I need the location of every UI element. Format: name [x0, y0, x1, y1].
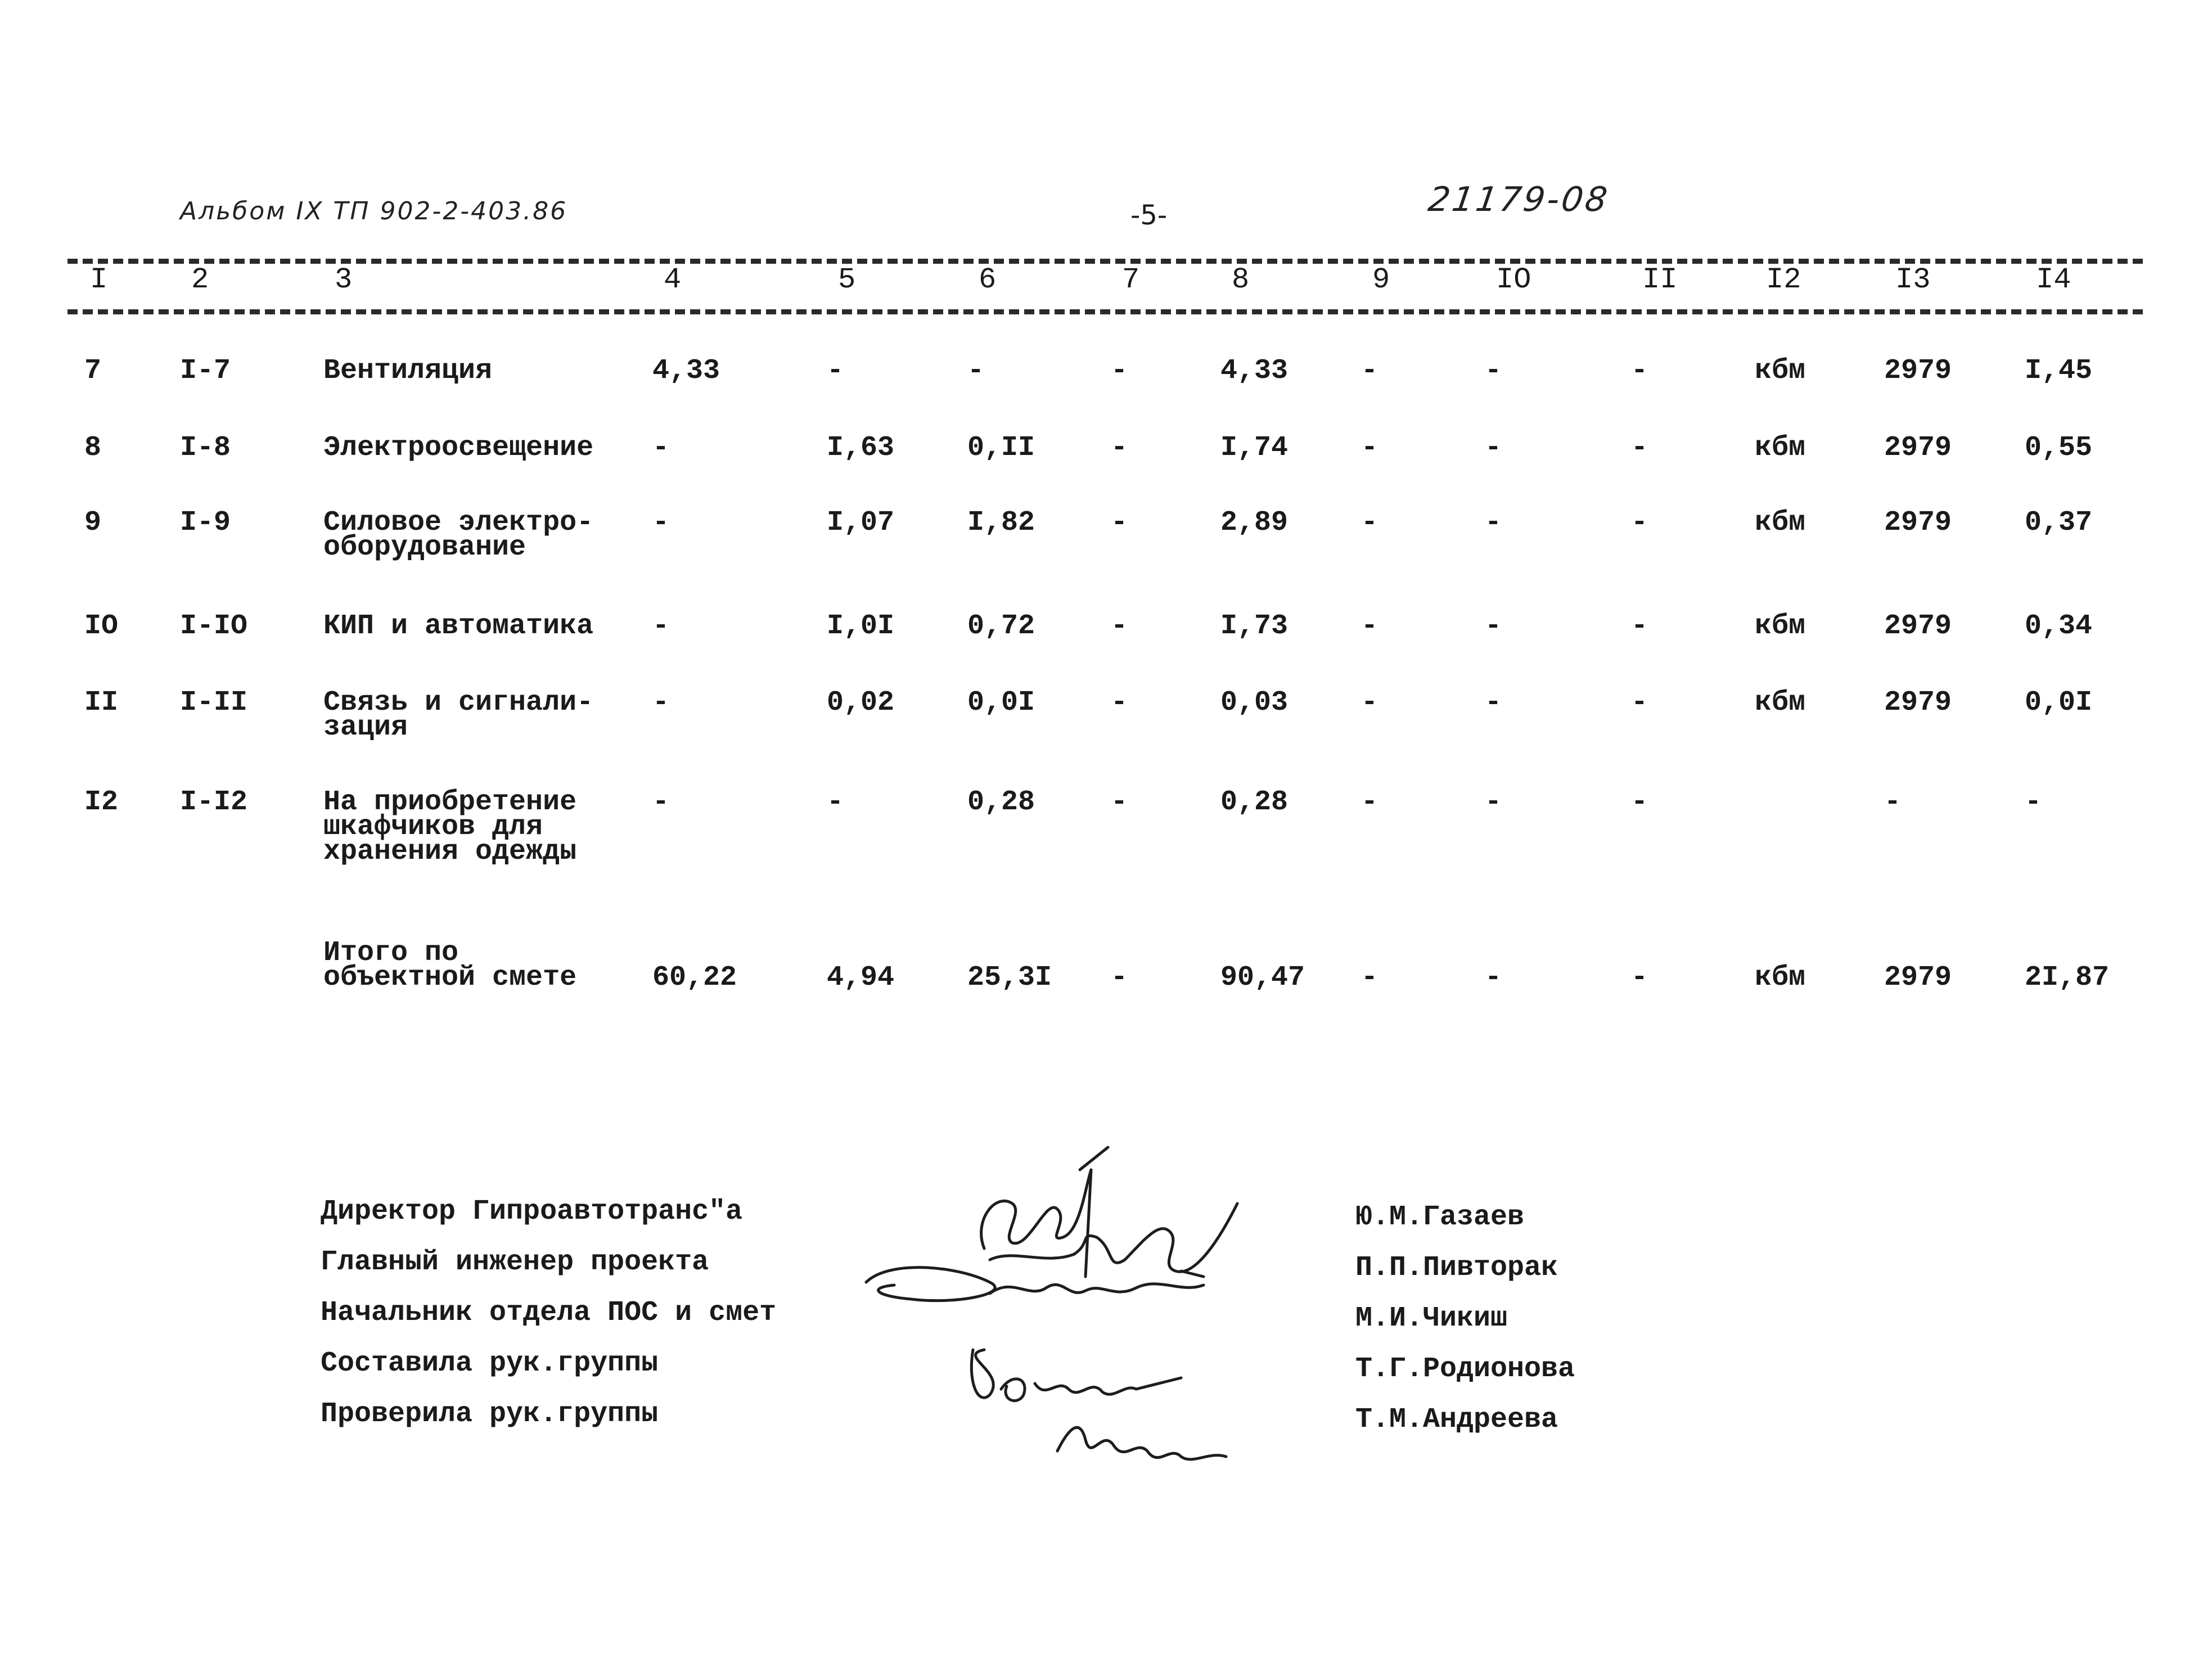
- table-cell: 2979: [1884, 432, 1952, 464]
- name-department-head: М.И.Чикиш: [1355, 1303, 1508, 1335]
- table-cell: Электроосвещение: [323, 432, 594, 464]
- table-cell: 0,03: [1220, 687, 1289, 719]
- signatory-names: [1355, 1192, 1575, 1445]
- table-cell: -: [1631, 355, 1648, 387]
- signature-chief-engineer: [990, 1204, 1237, 1277]
- table-cell: 60,22: [652, 962, 737, 994]
- table-cell: кбм: [1755, 962, 1806, 994]
- table-cell: -: [1111, 687, 1128, 719]
- table-cell: 0,28: [1220, 786, 1289, 818]
- table-cell: На приобретение шкафчиков для хранения одежды: [323, 786, 577, 868]
- table-cell: 25,3I: [967, 962, 1052, 994]
- name-compiled-by: Т.Г.Родионова: [1355, 1353, 1575, 1385]
- table-cell: 2,89: [1220, 507, 1289, 539]
- table-cell: I,73: [1220, 610, 1289, 642]
- position-compiled-by: Составила рук.группы: [321, 1347, 659, 1380]
- table-cell: I,45: [2025, 355, 2093, 387]
- table-cell: -: [1361, 507, 1378, 539]
- table-cell: 0,0I: [967, 687, 1035, 719]
- table-cell: Вентиляция: [323, 355, 493, 387]
- table-cell: -: [1111, 432, 1128, 464]
- table-cell: -: [652, 687, 670, 719]
- album-reference: Альбом IX ТП 902-2-403.86: [180, 197, 568, 226]
- table-cell: -: [1631, 786, 1648, 818]
- column-header: 5: [838, 263, 856, 296]
- table-cell: -: [1361, 687, 1378, 719]
- table-cell: -: [827, 355, 844, 387]
- table-cell: I-9: [180, 507, 231, 539]
- table-cell: -: [1631, 507, 1648, 539]
- column-header: 9: [1372, 263, 1390, 296]
- table-cell: 2979: [1884, 687, 1952, 719]
- signature-checked-by: [1057, 1427, 1226, 1459]
- column-header: 6: [979, 263, 997, 296]
- table-cell: I-IO: [180, 610, 248, 642]
- table-cell: -: [1631, 962, 1648, 994]
- table-cell: I2: [84, 786, 119, 818]
- table-cell: 0,37: [2025, 507, 2093, 539]
- table-top-rule: [67, 259, 2143, 264]
- table-cell: -: [1361, 962, 1378, 994]
- table-cell: -: [1485, 355, 1502, 387]
- table-cell: 4,94: [827, 962, 895, 994]
- column-header: I2: [1766, 263, 1801, 296]
- table-cell: 90,47: [1220, 962, 1305, 994]
- table-cell: Силовое электро- оборудование: [323, 507, 594, 564]
- column-header: 7: [1122, 263, 1140, 296]
- table-cell: -: [1111, 786, 1128, 818]
- table-cell: кбм: [1755, 432, 1806, 464]
- table-cell: 0,II: [967, 432, 1035, 464]
- table-cell: Итого по объектной смете: [323, 937, 577, 994]
- position-department-head: Начальник отдела ПОС и смет: [321, 1297, 777, 1329]
- table-cell: 2I,87: [2025, 962, 2110, 994]
- table-cell: 9: [84, 507, 102, 539]
- table-cell: -: [1111, 507, 1128, 539]
- table-cell: 0,34: [2025, 610, 2093, 642]
- table-cell: -: [1631, 687, 1648, 719]
- table-cell: -: [2025, 786, 2042, 818]
- table-cell: -: [652, 610, 670, 642]
- table-cell: 0,28: [967, 786, 1035, 818]
- column-header: 8: [1232, 263, 1250, 296]
- table-cell: кбм: [1755, 507, 1806, 539]
- table-cell: I,74: [1220, 432, 1289, 464]
- name-director: Ю.М.Газаев: [1355, 1201, 1525, 1233]
- column-header: I3: [1895, 263, 1931, 296]
- table-cell: кбм: [1755, 355, 1806, 387]
- position-chief-engineer: Главный инженер проекта: [321, 1246, 709, 1278]
- table-cell: 0,55: [2025, 432, 2093, 464]
- table-cell: 2979: [1884, 962, 1952, 994]
- table-cell: I,07: [827, 507, 895, 539]
- table-cell: I-8: [180, 432, 231, 464]
- table-cell: -: [1111, 610, 1128, 642]
- column-header: I: [90, 263, 108, 296]
- table-cell: -: [1485, 507, 1502, 539]
- table-header-rule: [67, 309, 2143, 314]
- handwritten-signatures: [844, 1136, 1271, 1485]
- table-cell: -: [1485, 610, 1502, 642]
- table-cell: -: [1485, 432, 1502, 464]
- table-cell: кбм: [1755, 610, 1806, 642]
- signature-compiled-by: [971, 1350, 1181, 1401]
- table-cell: -: [652, 432, 670, 464]
- table-cell: IO: [84, 610, 119, 642]
- table-cell: 2979: [1884, 507, 1952, 539]
- table-cell: -: [1361, 610, 1378, 642]
- table-cell: -: [1361, 432, 1378, 464]
- column-header: 4: [664, 263, 682, 296]
- column-header: 3: [335, 263, 353, 296]
- column-header: IO: [1496, 263, 1531, 296]
- table-cell: -: [1631, 432, 1648, 464]
- document-code: 21179-08: [1426, 180, 1612, 219]
- name-checked-by: Т.М.Андреева: [1355, 1404, 1558, 1436]
- table-cell: -: [1884, 786, 1902, 818]
- table-cell: кбм: [1755, 687, 1806, 719]
- signature-department-head: [866, 1268, 1204, 1301]
- table-cell: 4,33: [652, 355, 720, 387]
- table-cell: I-7: [180, 355, 231, 387]
- name-chief-engineer: П.П.Пивторак: [1355, 1252, 1558, 1284]
- table-cell: 0,0I: [2025, 687, 2093, 719]
- table-cell: -: [1485, 962, 1502, 994]
- table-cell: -: [1361, 355, 1378, 387]
- table-cell: -: [1631, 610, 1648, 642]
- table-cell: -: [1111, 355, 1128, 387]
- table-cell: 4,33: [1220, 355, 1289, 387]
- table-cell: КИП и автоматика: [323, 610, 594, 642]
- page-number: -5-: [1130, 200, 1168, 231]
- column-header: 2: [191, 263, 209, 296]
- table-cell: 2979: [1884, 610, 1952, 642]
- table-cell: I,63: [827, 432, 895, 464]
- column-header: I4: [2036, 263, 2071, 296]
- table-cell: I,82: [967, 507, 1035, 539]
- table-cell: II: [84, 687, 119, 719]
- signatory-positions: [321, 1187, 776, 1440]
- table-cell: 0,02: [827, 687, 895, 719]
- position-checked-by: Проверила рук.группы: [321, 1398, 659, 1430]
- table-cell: 7: [84, 355, 102, 387]
- table-cell: I,0I: [827, 610, 895, 642]
- table-cell: -: [827, 786, 844, 818]
- table-cell: -: [652, 786, 670, 818]
- table-cell: -: [1361, 786, 1378, 818]
- table-cell: 0,72: [967, 610, 1035, 642]
- position-director: Директор Гипроавтотранс"а: [321, 1196, 743, 1228]
- table-cell: I-II: [180, 687, 248, 719]
- table-cell: -: [1485, 786, 1502, 818]
- table-cell: I-I2: [180, 786, 248, 818]
- table-cell: 8: [84, 432, 102, 464]
- table-cell: -: [652, 507, 670, 539]
- table-cell: 2979: [1884, 355, 1952, 387]
- column-header: II: [1642, 263, 1678, 296]
- table-cell: -: [967, 355, 985, 387]
- table-cell: -: [1111, 962, 1128, 994]
- table-cell: -: [1485, 687, 1502, 719]
- table-cell: Связь и сигнали- зация: [323, 687, 594, 743]
